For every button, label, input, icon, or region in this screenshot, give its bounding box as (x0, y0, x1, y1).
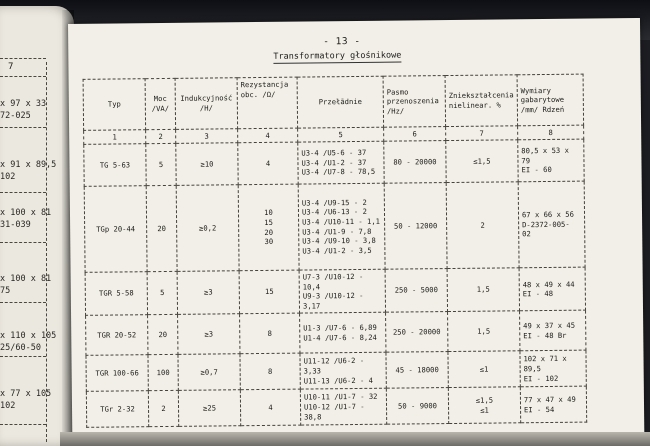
cell-typ: TG 5-63 (84, 144, 146, 187)
cell-line: 77 x 47 x 49 (523, 394, 576, 405)
col-number: 3 (176, 129, 238, 144)
cell-line: ≤1 (480, 405, 489, 415)
cell-typ: TGR 100-66 (86, 355, 148, 392)
left-page-fragment: 31-039 (0, 220, 31, 230)
cell-ind: ≥3 (177, 271, 239, 315)
page-title: Transformatory głośnikowe (273, 50, 402, 62)
cell-prz (298, 183, 385, 270)
cell-prz (300, 353, 386, 390)
cell-pasmo: 45 - 18000 (386, 352, 448, 389)
cell-moc: 2 (148, 391, 178, 427)
cell-rez (240, 389, 300, 426)
col-number: 5 (298, 127, 384, 142)
cell-line: U1-3 /U7-6 - 6,89 (303, 323, 377, 333)
cell-ind: ≥10 (176, 143, 238, 186)
cell-znie (448, 351, 520, 388)
left-page-col-number: 7 (8, 62, 14, 72)
cell-typ: TGp 20-44 (84, 186, 147, 273)
cell-moc: 100 (148, 355, 178, 391)
cell-line: U11-13 /U6-2 - 4 (303, 375, 374, 386)
cell-prz (300, 389, 386, 426)
transformer-table (83, 74, 588, 429)
left-page-fragment: 102 (0, 172, 16, 182)
cell-ind: ≥3 (178, 314, 240, 355)
cell-rez (239, 270, 299, 314)
cell-pasmo: 50 - 9000 (386, 388, 448, 425)
table-row (86, 386, 586, 427)
cell-wym (520, 386, 586, 423)
cell-line: ≤1 (479, 364, 489, 374)
cell-wym (519, 267, 585, 311)
cell-wym (519, 310, 585, 351)
col-number: 2 (146, 129, 176, 143)
left-page-rule (0, 356, 46, 357)
header-znieksztalcenia: Zniekształcenia nielinear. % (445, 75, 517, 127)
cell-line: 80,5 x 53 x 79 (521, 145, 569, 165)
left-page-rule (0, 192, 46, 193)
cell-line: 102 x 71 x (523, 354, 567, 364)
left-page-fragment: 102 (0, 401, 16, 411)
header-row (83, 74, 583, 130)
cell-line: 02 (522, 229, 531, 239)
cell-moc: 5 (146, 143, 176, 185)
cell-line: U3-4 /U10-11 - 1,1 (302, 216, 381, 227)
header-pasmo: Pasmo przenoszenia /Hz/ (383, 76, 446, 128)
cell-line: U3-4 /U9-15 - 2 (301, 197, 367, 208)
header-moc: Moc /VA/ (145, 78, 176, 129)
cell-line: 89,5 (523, 364, 541, 374)
cell-line: 67 x 66 x 56 (521, 209, 574, 220)
cell-moc: 20 (148, 315, 178, 355)
cell-line: U10-11 /U1-7 - 32 (303, 392, 378, 403)
cell-line: 4 (265, 158, 271, 168)
cell-pasmo: 250 - 5000 (385, 269, 447, 313)
cell-ind: ≥25 (178, 390, 240, 427)
cell-line: EI - 60 (521, 165, 552, 175)
cell-line: 1,5 (476, 284, 490, 295)
cell-line: U9-3 /U10-12 - 3,17 (302, 291, 364, 311)
left-page-rule (0, 242, 46, 243)
cell-line: 48 x 49 x 44 (522, 279, 575, 289)
cell-wym (518, 139, 584, 182)
cell-line: U3-4 /U1-2 - 37 (301, 157, 367, 168)
left-page-fragment: x 100 x 81 (0, 208, 52, 218)
header-przekladnie: Przełādnie (297, 76, 384, 128)
left-page-rule (0, 302, 46, 303)
cell-line: U3-4 /U6-13 - 2 (301, 207, 367, 217)
cell-rez (240, 313, 300, 354)
cell-ind: ≥0,7 (178, 354, 240, 391)
cell-line: 30 (264, 236, 274, 247)
col-number: 1 (84, 130, 146, 145)
cell-rez (238, 142, 298, 185)
cell-rez (240, 353, 300, 390)
left-page-fragment: x 100 x 81 (0, 274, 52, 284)
page-number: - 13 - (323, 35, 361, 48)
cell-line: 15 (264, 217, 273, 227)
cell-ind: ≥0,2 (176, 185, 239, 272)
left-page-fragment: x 97 x 33 (0, 99, 47, 109)
cell-typ: TGr 2-32 (86, 391, 148, 428)
cell-pasmo: 50 - 12000 (384, 183, 447, 270)
cell-znie (446, 182, 519, 269)
cell-line: 8 (267, 366, 273, 377)
left-page-fragment: 75 (0, 286, 11, 296)
cell-znie (448, 311, 520, 352)
cell-line: EI - 48 (522, 289, 554, 299)
cell-wym (520, 350, 586, 387)
left-page-rule (0, 76, 46, 77)
col-number: 7 (446, 126, 518, 141)
header-wymiary: Wymiary gabarytowe /mm/ Rdzeń (517, 74, 584, 126)
cell-line: 10 (264, 208, 273, 218)
cell-pasmo: 80 - 20000 (384, 141, 446, 184)
cell-typ: TGR 20-52 (86, 315, 148, 356)
cell-line: ≤1,5 (475, 395, 494, 406)
cell-line: U3-4 /U1-9 - 7,8 (302, 226, 372, 237)
left-page-rule (0, 58, 46, 59)
table-row (86, 350, 586, 391)
cell-line: U11-12 /U6-2 - 3,33 (303, 356, 365, 376)
cell-znie (447, 268, 519, 312)
cell-line: 2 (480, 220, 485, 230)
cell-line: D-2372-005- (521, 219, 570, 229)
cell-znie (446, 140, 518, 183)
cell-line: U7-3 /U10-12 - 10,4 (302, 271, 364, 292)
cell-line: U3-4 /U9-10 - 3,8 (302, 235, 376, 246)
cell-line: 15 (264, 287, 274, 297)
col-number: 8 (518, 125, 584, 140)
cell-line: U1-4 /U7-6 - 8,24 (303, 332, 377, 343)
cell-moc: 20 (146, 185, 177, 271)
left-page-rule (0, 127, 46, 128)
cell-line: EI - 54 (523, 404, 555, 415)
header-typ: Typ (83, 79, 146, 131)
cell-line: U10-12 /U1-7 - 38,8 (303, 401, 365, 422)
cell-wym (518, 181, 585, 268)
table-row (84, 181, 585, 272)
left-page-rule (0, 424, 46, 425)
table-surface (60, 432, 650, 446)
cell-line: U3-4 /U7-8 - 78,5 (301, 167, 376, 177)
cell-line: U3-4 /U5-6 - 37 (301, 147, 367, 158)
cell-line: 20 (264, 227, 274, 237)
left-page-fragment: x 77 x 105 (0, 389, 52, 399)
cell-line: 1,5 (477, 326, 491, 336)
cell-znie (448, 387, 520, 424)
cell-line: 4 (268, 402, 273, 413)
table-row (85, 267, 585, 316)
cell-line: ≤1,5 (473, 156, 491, 166)
cell-typ: TGR 5-58 (85, 272, 147, 316)
table-row (84, 139, 584, 186)
right-page (68, 18, 644, 446)
table-row (86, 310, 586, 355)
header-indukcyjnosc: Indukcyjność /H/ (175, 78, 238, 130)
cell-prz (298, 141, 384, 184)
cell-line: EI - 102 (523, 373, 559, 383)
left-page-fragment: x 91 x 89,5 (0, 160, 57, 170)
cell-prz (300, 313, 386, 354)
cell-pasmo: 250 - 20000 (386, 312, 448, 353)
cell-line: 8 (267, 328, 272, 339)
left-page-fragment: 72-025 (0, 111, 31, 121)
cell-moc: 5 (147, 271, 177, 315)
left-page-vrule (46, 62, 47, 442)
header-rezystancja: Rezystancja obc. /Ω/ (237, 77, 298, 129)
cell-rez (238, 184, 299, 271)
left-page-fragment: x 110 x 105 (0, 331, 57, 341)
cell-prz (299, 269, 385, 313)
cell-line: U3-4 /U1-2 - 3,5 (302, 245, 372, 256)
cell-line: 49 x 37 x 45 (523, 320, 576, 331)
left-page-fragment: 25/60-50 (0, 343, 41, 353)
col-number: 4 (238, 128, 298, 143)
col-number: 6 (384, 127, 446, 142)
cell-line: EI - 48 Br (523, 330, 567, 341)
